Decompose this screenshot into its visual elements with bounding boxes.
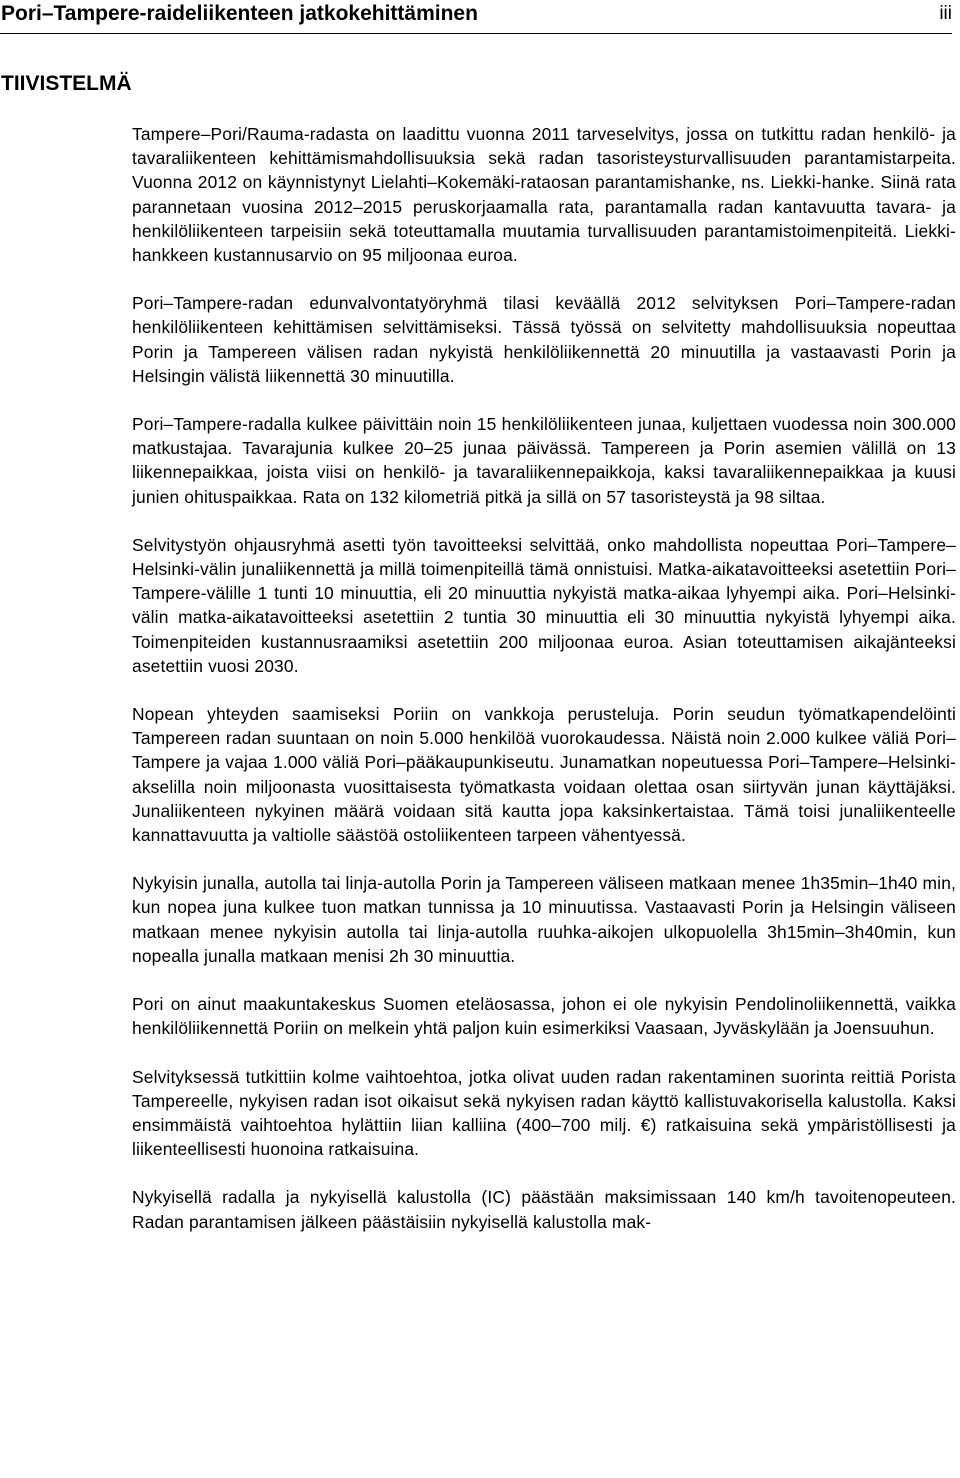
paragraph-3: Pori–Tampere-radalla kulkee päivittäin noin 15 henkilöliikenteen junaa, kuljettaen vuodessa noin 300.000 matkustajaa. Tavarajunia kulkee 20–25 junaa päivässä. Tampereen ja Porin asemien välillä on 13 liikennepaikkaa, joista viisi on henkilö- ja tavaraliikennepaikkoja, kaksi tavaraliikennepaikkaa ja kuusi junien ohituspaikkaa. Rata on 132 kilometriä pitkä ja sillä on 57 tasoristeystä ja 98 siltaa. [132,414,956,507]
header-divider [0,33,952,34]
paragraph-7: Pori on ainut maakuntakeskus Suomen eteläosassa, johon ei ole nykyisin Pendolinoliikennettä, vaikka henkilöliikennettä Poriin on melkein yhtä paljon kuin esimerkiksi Vaasaan, Jyväskylään ja Joensuuhun. [132,994,956,1039]
paragraph-2: Pori–Tampere-radan edunvalvontatyöryhmä tilasi keväällä 2012 selvityksen Pori–Tampere-radan henkilöliikenteen kehittämisen selvittämiseksi. Tässä työssä on selvitetty mahdollisuuksia nopeuttaa Porin ja Tampereen välisen radan nykyistä henkilöliikennettä 20 minuutilla ja vastaavasti Porin ja Helsingin välistä liikennettä 30 minuutilla. [132,293,956,386]
document-title: Pori–Tampere-raideliikenteen jatkokehittäminen [1,2,478,25]
page-number: iii [939,3,952,24]
section-heading: TIIVISTELMÄ [1,72,132,95]
paragraph-8: Selvityksessä tutkittiin kolme vaihtoehtoa, jotka olivat uuden radan rakentaminen suorinta reittiä Porista Tampereelle, nykyisen radan isot oikaisut sekä nykyisen radan käyttö kallistuvakorisella kalustolla. Kaksi ensimmäistä vaihtoehtoa hylättiin liian kalliina (400–700 milj. €) ratkaisuina sekä ympäristöllisesti ja liikenteellisesti huonoina ratkaisuina. [132,1066,956,1160]
paragraph-9: Nykyisellä radalla ja nykyisellä kalustolla (IC) päästään maksimissaan 140 km/h tavoitenopeuteen. Radan parantamisen jälkeen päästäisiin nykyisellä kalustolla mak- [132,1187,956,1232]
page-header [0,0,952,30]
paragraph-4: Selvitystyön ohjausryhmä asetti työn tavoitteeksi selvittää, onko mahdollista nopeuttaa Pori–Tampere–Helsinki-välin junaliikennettä ja millä toimenpiteillä tämä onnistuisi. Matka-aikatavoitteeksi asetettiin Pori–Tampere-välille 1 tunti 10 minuuttia, eli 20 minuuttia nykyistä matka-aikaa lyhyempi aika. Pori–Helsinki-välin matka-aikatavoitteeksi asetettiin 2 tuntia 30 minuuttia eli 30 minuuttia nykyistä lyhyempi aika. Toimenpiteiden kustannusraamiksi asetettiin 200 miljoonaa euroa. Asian toteuttamisen aikajänteeksi asetettiin vuosi 2030. [132,534,956,676]
paragraph-1: Tampere–Pori/Rauma-radasta on laadittu vuonna 2011 tarveselvitys, jossa on tutkittu radan henkilö- ja tavaraliikenteen kehittämismahdollisuuksia sekä radan tasoristeysturvallisuuden parantamistarpeita. Vuonna 2012 on käynnistynyt Lielahti–Kokemäki-rataosan parantamishanke, ns. Liekki-hanke. Siinä rata parannetaan vuosina 2012–2015 peruskorjaamalla rata, parantamalla radan kantavuutta tavara- ja henkilöliikenteen tarpeisiin sekä toteuttamalla muutamia turvallisuuden parantamistoimenpiteitä. Liekki-hankkeen kustannusarvio on 95 miljoonaa euroa. [132,124,956,266]
paragraph-6: Nykyisin junalla, autolla tai linja-autolla Porin ja Tampereen väliseen matkaan menee 1h35min–1h40 min, kun nopea juna kulkee tuon matkan tunnissa ja 10 minuutissa. Vastaavasti Porin ja Helsingin väliseen matkaan menee nykyisin autolla tai linja-autolla ruuhka-aikojen ulkopuolella 3h15min–3h40min, kun nopealla junalla matkaan menisi 2h 30 minuuttia. [132,873,956,966]
paragraph-5: Nopean yhteyden saamiseksi Poriin on vankkoja perusteluja. Porin seudun työmatkapendelöinti Tampereen radan suuntaan on noin 5.000 henkilöä vuorokaudessa. Näistä noin 2.000 kulkee väliä Pori–Tampere ja vajaa 1.000 väliä Pori–pääkaupunkiseutu. Junamatkan nopeutuessa Pori–Tampere–Helsinki-akselilla noin miljoonasta vuosittaisesta työmatkasta voidaan olettaa osan siirtyvän junan käyttäjäksi. Junaliikenteen nykyinen määrä voidaan sitä kautta jopa kaksinkertaistaa. Tämä toisi junaliikenteelle kannattavuutta ja valtiolle säästöä ostoliikenteen tarpeen vähentyessä. [132,704,956,846]
summary-body [132,122,956,1258]
